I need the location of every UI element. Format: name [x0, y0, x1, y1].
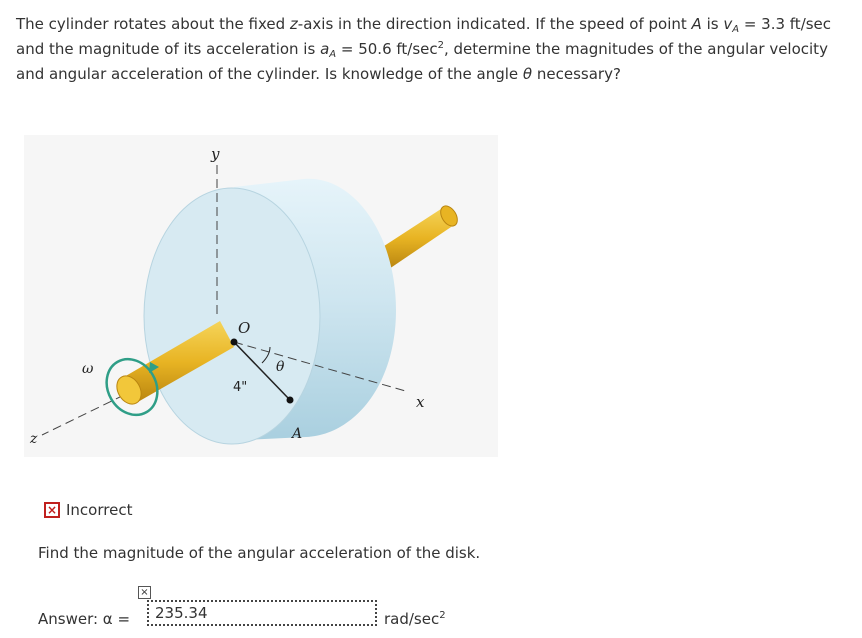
problem-point-symbol: A — [691, 15, 702, 33]
answer-input[interactable]: 235.34 — [147, 600, 377, 626]
answer-unit — [384, 610, 446, 628]
point-a-label: A — [292, 426, 303, 442]
z-axis-label: z — [30, 431, 38, 447]
velocity-symbol: v — [723, 15, 733, 33]
problem-text: necessary? — [532, 65, 621, 83]
point-a-dot — [287, 397, 294, 404]
answer-label: Answer: α = — [38, 610, 131, 628]
acceleration-symbol: a — [320, 40, 330, 58]
point-o-label: O — [238, 319, 251, 337]
unit-exponent: 2 — [439, 610, 446, 621]
problem-statement — [16, 12, 836, 87]
x-axis-label: x — [416, 393, 425, 411]
problem-axis-symbol: z — [289, 15, 298, 33]
problem-text: , determine the magnitudes of the angular velocity and angular acceleration of the cylinder. Is knowledge of the angle — [16, 40, 828, 83]
question-text: Find the magnitude of the angular acceleration of the disk. — [38, 544, 481, 562]
velocity-subscript: A — [732, 24, 740, 35]
acceleration-subscript: A — [329, 49, 337, 60]
unit-text: rad/sec — [384, 610, 440, 628]
theta-symbol: θ — [522, 65, 533, 83]
cylinder-diagram — [24, 135, 498, 457]
clear-answer-icon[interactable]: × — [138, 586, 151, 599]
problem-text: -axis in the direction indicated. If the speed of point — [297, 15, 692, 33]
problem-text: The cylinder rotates about the fixed — [16, 15, 290, 33]
radius-label: 4" — [233, 380, 248, 395]
status-text: Incorrect — [66, 501, 133, 519]
rear-shaft — [378, 203, 461, 269]
cylinder-body — [144, 179, 396, 444]
problem-text: = 3.3 ft/sec and the magnitude of its acceleration is — [16, 15, 832, 58]
omega-label: ω — [82, 361, 94, 377]
accel-exponent: 2 — [437, 40, 444, 51]
incorrect-status — [44, 500, 132, 520]
y-axis-label: y — [211, 145, 220, 163]
theta-label: θ — [276, 359, 285, 375]
problem-text: = 50.6 ft/sec — [336, 40, 438, 58]
incorrect-icon: × — [44, 502, 60, 518]
cylinder-figure — [24, 135, 498, 457]
problem-text: is — [701, 15, 724, 33]
point-o-dot — [231, 339, 238, 346]
